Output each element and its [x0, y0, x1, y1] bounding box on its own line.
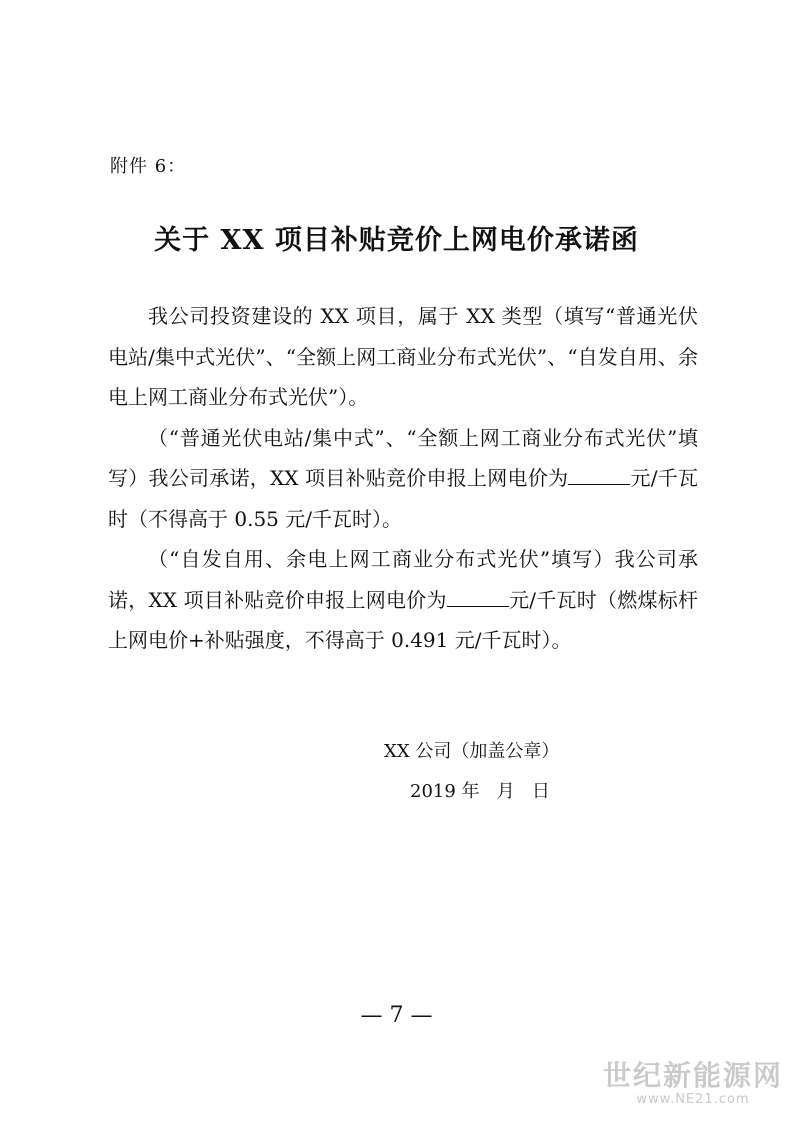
paragraph-project-type: 我公司投资建设的 XX 项目，属于 XX 类型（填写“普通光伏电站/集中式光伏”、“全额上网工商业分布式光伏”、“自发自用、余电上网工商业分布式光伏”）。 [108, 304, 698, 409]
paragraph-centralized-commitment [108, 418, 698, 540]
price-blank-line [447, 584, 509, 607]
page-number: — 7 — [360, 1003, 433, 1028]
paragraph-text: （“自发自用、余电上网工商业分布式光伏”填写）我公司承诺，XX 项目补贴竞价申报上网电价为 [108, 547, 698, 612]
paragraph-text: 元/千瓦时（燃煤标杆上网电价+补贴强度，不得高于 0.491 元/千瓦时）。 [108, 587, 698, 652]
watermark-url: www.NE21.com [636, 1092, 750, 1107]
signature-block [384, 732, 559, 812]
document-title: 关于 XX 项目补贴竞价上网电价承诺函 [154, 225, 639, 256]
paragraph-text: （“普通光伏电站/集中式”、“全额上网工商业分布式光伏”填写）我公司承诺，XX 项目补贴竞价申报上网电价为 [108, 425, 698, 490]
watermark-text: 世纪新能源网 [602, 1059, 783, 1092]
letter-body [108, 296, 698, 661]
signature-date: 2019 年 月 日 [410, 781, 550, 802]
paragraph-text: 元/千瓦时（不得高于 0.55 元/千瓦时）。 [108, 466, 698, 531]
price-blank-line [568, 462, 630, 485]
paragraph-self-use-commitment [108, 539, 698, 661]
watermark-logo [603, 1060, 783, 1108]
attachment-label: 附件 6： [110, 156, 187, 177]
signature-company: XX 公司（加盖公章） [384, 741, 560, 762]
